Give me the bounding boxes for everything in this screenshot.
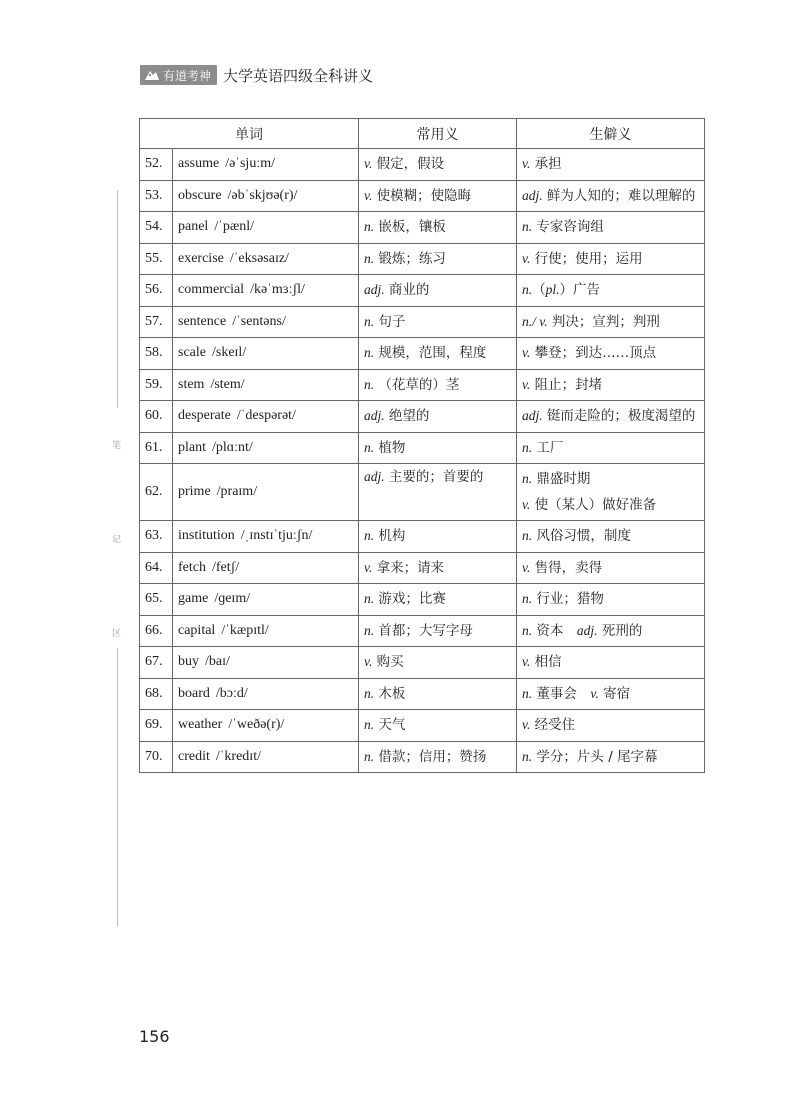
table-row [140, 180, 705, 212]
row-number: 58. [140, 338, 173, 370]
definition-text: ）广告 [559, 282, 601, 299]
common-meaning-cell [359, 615, 517, 647]
rare-meaning-cell [517, 180, 705, 212]
header-rare-meaning: 生僻义 [517, 119, 705, 149]
row-number: 69. [140, 710, 173, 742]
definition-text: 学分；片头 / 尾字幕 [532, 748, 658, 765]
definition-text: 拿来；请来 [372, 559, 445, 576]
definition-line [522, 309, 699, 335]
table-header-row [140, 119, 705, 149]
definition-text: 专家咨询组 [532, 219, 604, 236]
table-row [140, 521, 705, 553]
rare-meaning-cell [517, 741, 705, 773]
note-area-char: 笔 [112, 441, 122, 451]
rare-meaning-cell [517, 521, 705, 553]
table-row [140, 678, 705, 710]
row-number: 63. [140, 521, 173, 553]
row-number: 70. [140, 741, 173, 773]
part-of-speech: v. [364, 187, 373, 203]
pronunciation: /praɪm/ [216, 484, 258, 499]
pronunciation: /əˈsjuːm/ [225, 156, 275, 172]
rare-meaning-cell [517, 306, 705, 338]
definition-line [522, 372, 699, 398]
owl-logo-icon [144, 69, 160, 81]
rare-meaning-cell [517, 338, 705, 370]
pronunciation: /bɔːd/ [215, 685, 248, 701]
word: game [178, 591, 209, 607]
word-cell [173, 180, 359, 212]
part-of-speech: v. [522, 497, 531, 512]
common-meaning-cell [359, 212, 517, 244]
word-cell [173, 678, 359, 710]
definition-text: 铤而走险的；极度渴望的 [542, 408, 696, 425]
definition-line [364, 523, 511, 549]
definition-line [522, 435, 699, 461]
rare-meaning-cell [517, 584, 705, 616]
rare-meaning-cell [517, 647, 705, 679]
pronunciation: /ˈsentəns/ [232, 313, 286, 329]
table-row [140, 338, 705, 370]
vocabulary-table [139, 118, 705, 773]
part-of-speech: n. [364, 748, 375, 764]
part-of-speech: n. [522, 622, 533, 638]
common-meaning-cell [359, 432, 517, 464]
part-of-speech: v. [522, 654, 531, 670]
definition-line [522, 183, 699, 209]
common-meaning-cell [359, 584, 517, 616]
word-cell [173, 306, 359, 338]
definition-line [522, 492, 699, 518]
part-of-speech: n. [364, 439, 375, 455]
word-cell [173, 741, 359, 773]
part-of-speech: n. [522, 471, 533, 486]
definition-line [522, 246, 699, 272]
word-cell [173, 338, 359, 370]
word: panel [178, 219, 209, 235]
common-meaning-cell [359, 401, 517, 433]
word: fetch [178, 559, 206, 575]
part-of-speech: n. [364, 591, 375, 607]
definition-text: （花草的）茎 [374, 376, 460, 393]
table-row [140, 306, 705, 338]
rare-meaning-cell [517, 212, 705, 244]
common-meaning-cell [359, 710, 517, 742]
rare-meaning-cell [517, 401, 705, 433]
definition-line [364, 151, 511, 177]
word-cell [173, 369, 359, 401]
definition-text: 句子 [374, 313, 406, 330]
word: institution [178, 528, 235, 544]
table-row [140, 464, 705, 521]
rare-meaning-cell [517, 710, 705, 742]
row-number: 64. [140, 552, 173, 584]
table-row [140, 584, 705, 616]
definition-text: 借款；信用；赞扬 [374, 748, 487, 765]
definition-line [364, 309, 511, 335]
definition-line [522, 681, 699, 707]
definition-text: （ [532, 282, 546, 299]
definition-text: 行业；猎物 [532, 591, 604, 608]
definition-text: 鲜为人知的；难以理解的 [542, 187, 696, 204]
definition-line [522, 586, 699, 612]
part-of-speech: v. [364, 654, 373, 670]
definition-text: 植物 [374, 439, 406, 456]
definition-text: 使模糊；使隐晦 [372, 187, 472, 204]
pronunciation: /skeɪl/ [211, 345, 247, 361]
row-number: 52. [140, 149, 173, 181]
definition-line [522, 214, 699, 240]
pronunciation: /ˈdespərət/ [236, 408, 296, 424]
common-meaning-cell [359, 552, 517, 584]
part-of-speech: n. [364, 219, 375, 235]
common-meaning-cell [359, 647, 517, 679]
definition-text: 规模，范围，程度 [374, 345, 487, 362]
definition-text: 阻止；封堵 [530, 376, 603, 393]
definition-line [364, 464, 511, 490]
definition-text: 机构 [374, 528, 406, 545]
row-number: 60. [140, 401, 173, 433]
part-of-speech: n. [364, 622, 375, 638]
definition-text: 寄宿 [598, 685, 631, 702]
pronunciation: /baɪ/ [205, 654, 230, 670]
rare-meaning-cell [517, 275, 705, 307]
word: prime [178, 484, 211, 499]
definition-line [364, 403, 511, 429]
table-row [140, 401, 705, 433]
table-row [140, 647, 705, 679]
row-number: 59. [140, 369, 173, 401]
definition-text: 相信 [530, 654, 562, 671]
part-of-speech: adj. [522, 408, 543, 424]
part-of-speech: n. [364, 376, 375, 392]
table-row [140, 369, 705, 401]
part-of-speech: n. [522, 282, 533, 298]
definition-line [522, 403, 699, 429]
definition-text: 天气 [374, 717, 406, 734]
definition-line [522, 649, 699, 675]
word: commercial [178, 282, 245, 298]
row-number: 67. [140, 647, 173, 679]
word: buy [178, 654, 199, 670]
rare-meaning-cell [517, 369, 705, 401]
definition-text: 攀登；到达……顶点 [530, 345, 657, 362]
word-cell [173, 464, 359, 521]
definition-text: 行使；使用；运用 [530, 250, 643, 267]
pronunciation: /əbˈskjʊə(r)/ [227, 187, 298, 203]
word: weather [178, 717, 223, 733]
rare-meaning-cell [517, 615, 705, 647]
word-cell [173, 647, 359, 679]
definition-line [364, 586, 511, 612]
definition-line [522, 340, 699, 366]
definition-text: 工厂 [532, 439, 564, 456]
common-meaning-cell [359, 741, 517, 773]
definition-line [522, 151, 699, 177]
table-row [140, 243, 705, 275]
row-number: 54. [140, 212, 173, 244]
page-number: 156 [139, 1027, 170, 1046]
definition-line [364, 744, 511, 770]
rare-meaning-cell [517, 149, 705, 181]
pronunciation: /kəˈmɜːʃl/ [250, 282, 305, 298]
part-of-speech: n. [364, 528, 375, 544]
row-number: 61. [140, 432, 173, 464]
definition-text: 判决；宣判；判刑 [547, 313, 660, 330]
definition-text: 首都；大写字母 [374, 622, 473, 639]
row-number: 55. [140, 243, 173, 275]
pronunciation: /ɡeɪm/ [214, 591, 251, 607]
word: sentence [178, 313, 227, 329]
pronunciation: /ˈkæpɪtl/ [221, 622, 269, 638]
part-of-speech: adj. [364, 282, 385, 298]
rare-meaning-cell [517, 243, 705, 275]
definition-text: 主要的；首要的 [384, 469, 484, 485]
part-of-speech: pl. [545, 282, 560, 298]
common-meaning-cell [359, 338, 517, 370]
word-cell [173, 552, 359, 584]
part-of-speech: n. [522, 748, 533, 764]
definition-text: 假定，假设 [372, 156, 445, 173]
part-of-speech: v. [364, 156, 373, 172]
part-of-speech: n. [364, 313, 375, 329]
part-of-speech: v. [590, 685, 599, 701]
pronunciation: /ˈeksəsaɪz/ [229, 250, 289, 266]
row-number: 56. [140, 275, 173, 307]
word: scale [178, 345, 206, 361]
definition-line [522, 618, 699, 644]
definition-text: 鼎盛时期 [532, 471, 591, 487]
definition-text: 购买 [372, 654, 404, 671]
brand-badge [140, 65, 217, 85]
definition-line [364, 681, 511, 707]
part-of-speech: n. [522, 439, 533, 455]
word-cell [173, 401, 359, 433]
definition-line [364, 214, 511, 240]
definition-text: 售得，卖得 [530, 559, 603, 576]
definition-text: 经受住 [530, 717, 576, 734]
table-row [140, 149, 705, 181]
pronunciation: /ˌɪnstɪˈtjuːʃn/ [240, 528, 313, 544]
common-meaning-cell [359, 180, 517, 212]
pronunciation: /plɑːnt/ [212, 439, 253, 455]
word: plant [178, 439, 206, 455]
header-common-meaning: 常用义 [359, 119, 517, 149]
table-row [140, 552, 705, 584]
row-number: 66. [140, 615, 173, 647]
definition-line [364, 372, 511, 398]
common-meaning-cell [359, 464, 517, 521]
table-row [140, 275, 705, 307]
part-of-speech: n. [522, 219, 533, 235]
definition-text: 商业的 [384, 282, 430, 299]
header-word: 单词 [140, 119, 359, 149]
definition-line [364, 340, 511, 366]
part-of-speech: v. [522, 376, 531, 392]
part-of-speech: adj. [576, 622, 598, 638]
definition-line [364, 555, 511, 581]
part-of-speech: v. [522, 559, 531, 575]
definition-line [522, 712, 699, 738]
definition-line [522, 523, 699, 549]
definition-line [522, 744, 699, 770]
common-meaning-cell [359, 275, 517, 307]
word: credit [178, 748, 210, 764]
rare-meaning-cell [517, 678, 705, 710]
definition-text: 董事会 [532, 685, 591, 702]
definition-line [522, 466, 699, 492]
definition-line [364, 183, 511, 209]
table-row [140, 710, 705, 742]
book-title: 大学英语四级全科讲义 [223, 66, 374, 85]
word: exercise [178, 250, 224, 266]
definition-text: 资本 [532, 622, 577, 639]
row-number: 62. [140, 464, 173, 521]
part-of-speech: v. [522, 345, 531, 361]
row-number: 57. [140, 306, 173, 338]
part-of-speech: v. [364, 559, 373, 575]
pronunciation: /ˈpænl/ [214, 219, 254, 235]
definition-line [364, 712, 511, 738]
word-cell [173, 275, 359, 307]
part-of-speech: n. [364, 685, 375, 701]
pronunciation: /ˈkredɪt/ [215, 748, 261, 764]
note-area-char: 记 [112, 535, 122, 545]
definition-line [522, 555, 699, 581]
part-of-speech: n./ v. [522, 313, 548, 329]
note-area-line-bottom [117, 648, 118, 926]
word-cell [173, 584, 359, 616]
part-of-speech: n. [522, 591, 533, 607]
definition-text: 木板 [374, 685, 406, 702]
pronunciation: /ˈweðə(r)/ [228, 717, 285, 733]
word-cell [173, 710, 359, 742]
note-area-char: 区 [112, 629, 122, 639]
part-of-speech: adj. [364, 408, 385, 424]
word: stem [178, 376, 205, 392]
row-number: 53. [140, 180, 173, 212]
word: assume [178, 156, 220, 172]
definition-line [364, 649, 511, 675]
part-of-speech: n. [364, 345, 375, 361]
common-meaning-cell [359, 678, 517, 710]
definition-line [364, 246, 511, 272]
definition-line [364, 618, 511, 644]
word: capital [178, 622, 216, 638]
table-row [140, 741, 705, 773]
word: desperate [178, 408, 231, 424]
part-of-speech: n. [364, 250, 375, 266]
word-cell [173, 212, 359, 244]
pronunciation: /fetʃ/ [211, 559, 240, 575]
definition-text: 承担 [530, 156, 562, 173]
definition-text: 死刑的 [597, 622, 643, 639]
part-of-speech: v. [522, 250, 531, 266]
common-meaning-cell [359, 521, 517, 553]
definition-text: 绝望的 [384, 408, 430, 425]
word-cell [173, 521, 359, 553]
definition-text: 风俗习惯，制度 [532, 528, 631, 545]
part-of-speech: v. [522, 717, 531, 733]
part-of-speech: n. [364, 717, 375, 733]
definition-text: 锻炼；练习 [374, 250, 446, 267]
definition-line [364, 277, 511, 303]
part-of-speech: n. [522, 528, 533, 544]
rare-meaning-cell [517, 552, 705, 584]
definition-text: 嵌板，镶板 [374, 219, 446, 236]
word-cell [173, 149, 359, 181]
table-row [140, 615, 705, 647]
brand-name: 有道考神 [163, 68, 212, 83]
part-of-speech: n. [522, 685, 533, 701]
common-meaning-cell [359, 243, 517, 275]
common-meaning-cell [359, 149, 517, 181]
pronunciation: /stem/ [210, 376, 245, 392]
definition-line [364, 435, 511, 461]
rare-meaning-cell [517, 464, 705, 521]
definition-text: 使（某人）做好准备 [530, 497, 657, 513]
page-header [140, 64, 373, 86]
row-number: 68. [140, 678, 173, 710]
rare-meaning-cell [517, 432, 705, 464]
word-cell [173, 432, 359, 464]
table-row [140, 212, 705, 244]
definition-text: 游戏；比赛 [374, 591, 446, 608]
part-of-speech: v. [522, 156, 531, 172]
table-row [140, 432, 705, 464]
definition-line [522, 277, 699, 303]
word-cell [173, 243, 359, 275]
part-of-speech: adj. [522, 187, 543, 203]
row-number: 65. [140, 584, 173, 616]
note-area-line-top [117, 190, 118, 408]
common-meaning-cell [359, 369, 517, 401]
word: obscure [178, 187, 222, 203]
word-cell [173, 615, 359, 647]
common-meaning-cell [359, 306, 517, 338]
part-of-speech: adj. [364, 469, 385, 484]
word: board [178, 685, 210, 701]
